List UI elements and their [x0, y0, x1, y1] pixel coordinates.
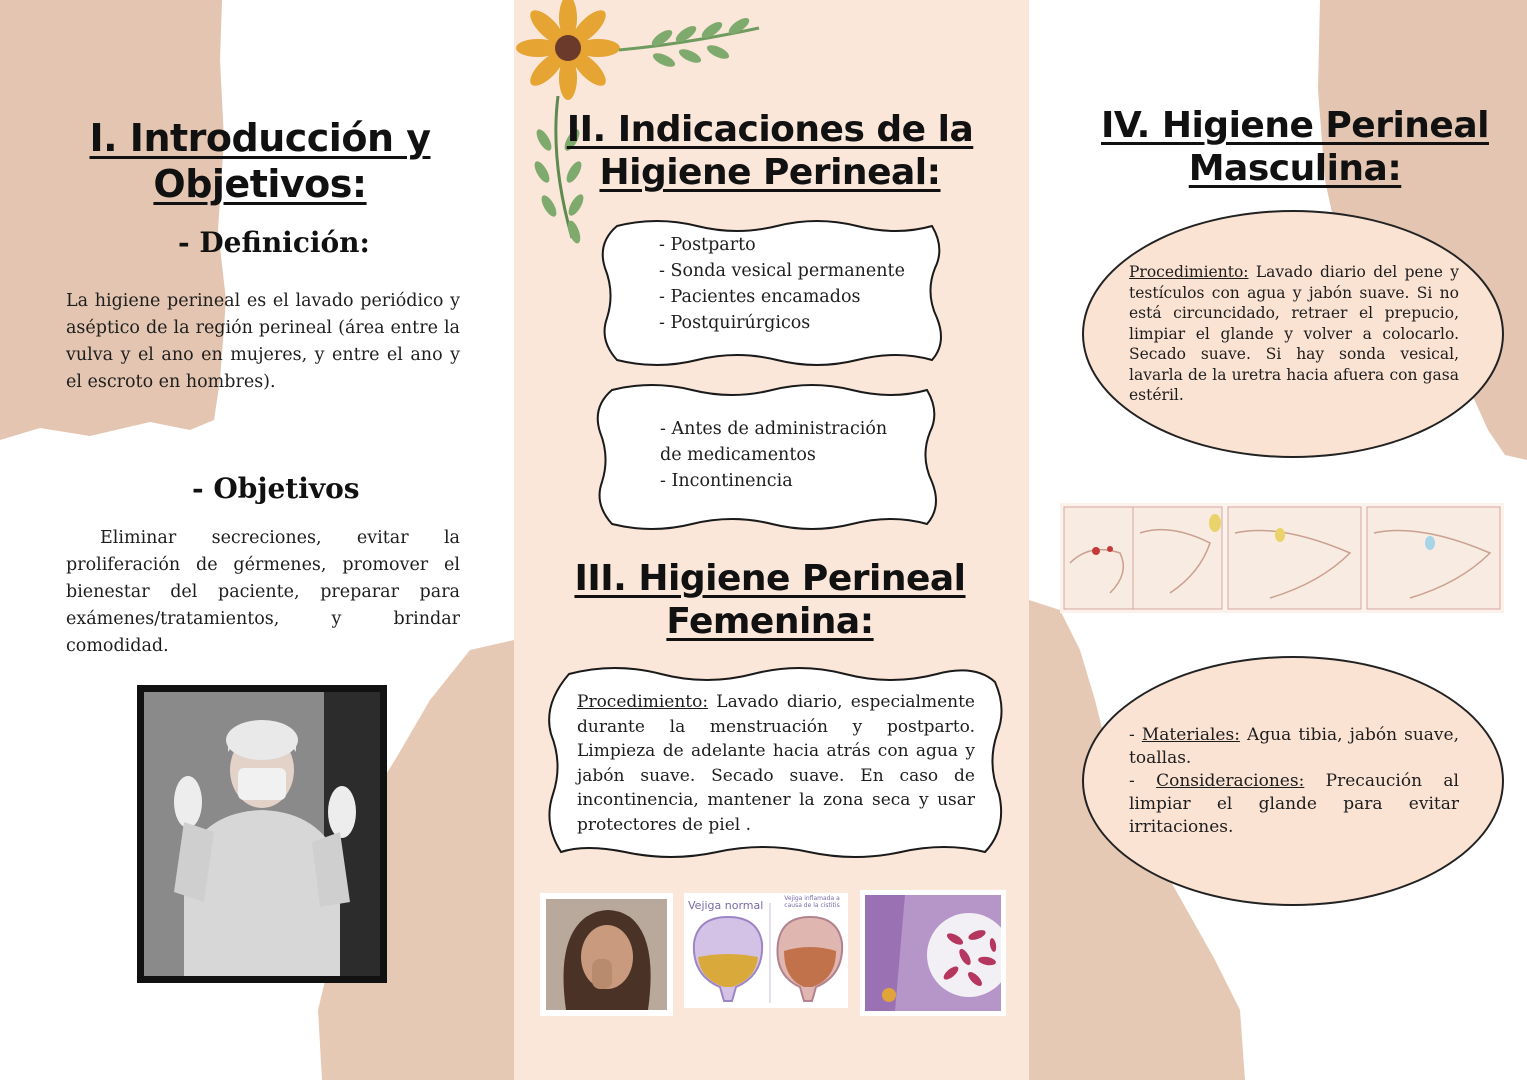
section3-title-line1: III. Higiene Perineal	[574, 558, 966, 599]
indicaciones-box-a	[597, 218, 945, 368]
section3-title	[560, 557, 980, 643]
indicacion-item: - Sonda vesical permanente	[659, 261, 905, 281]
masculina-procedimiento-ellipse	[1082, 210, 1504, 458]
masculina-materiales-text	[1129, 724, 1459, 839]
indicacion-item: - Postquirúrgicos	[659, 313, 811, 333]
materiales-label: Materiales:	[1141, 725, 1240, 745]
section1-title-line2: Objetivos:	[153, 161, 367, 206]
indicaciones-box-b	[592, 382, 940, 532]
hygiene-steps-icon	[1060, 503, 1504, 613]
consideraciones-line: - Consideraciones: Precaución al limpiar el glande para evitar irritaciones.	[1129, 771, 1459, 837]
woman-discomfort-image	[540, 893, 673, 1016]
indicacion-item: - Incontinencia	[660, 471, 793, 491]
consideraciones-label: Consideraciones:	[1156, 771, 1305, 791]
femenina-procedimiento-label: Procedimiento:	[577, 692, 709, 712]
masculina-procedimiento-body: Lavado diario del pene y testículos con agua y jabón suave. Si no está circuncidado, retraer el prepucio, limpiar el glande y volver a colocarlo. Secado suave. Si hay sonda vesical, lavarla de la uretra hacia afuera con gasa estéril.	[1129, 263, 1459, 404]
femenina-procedimiento-box	[545, 664, 1005, 862]
section1-title	[60, 116, 460, 207]
masculina-materiales-ellipse	[1082, 656, 1504, 906]
section2-title-line1: II. Indicaciones de la	[566, 109, 974, 150]
definicion-heading: - Definición:	[178, 226, 370, 259]
indicacion-item: - Pacientes encamados	[659, 287, 861, 307]
masculina-procedimiento-label: Procedimiento:	[1129, 263, 1249, 281]
bladder-label-inflamed: Vejiga inflamada a causa de la cistitis	[784, 895, 840, 909]
section2-title	[560, 108, 980, 194]
masculina-procedimiento-text	[1129, 262, 1459, 406]
bladder-illustration-icon	[684, 893, 848, 1008]
objetivos-text: Eliminar secreciones, evitar la proliferación de gérmenes, promover el bienestar del paciente, preparar para exámenes/tratamientos, y brindar comodidad.	[66, 528, 460, 656]
section1-title-line1: I. Introducción y	[89, 116, 431, 160]
woman-face-icon	[546, 899, 667, 1010]
nurse-photo	[137, 685, 387, 983]
bladder-label-normal: Vejiga normal	[688, 899, 764, 912]
section4-title	[1060, 104, 1527, 190]
femenina-procedimiento-body: Lavado diario, especialmente durante la menstruación y postparto. Limpieza de adelante hacia atrás con agua y jabón suave. Secado suave. En caso de incontinencia, mantener la zona seca y usar protectores de piel .	[577, 692, 975, 835]
nurse-illustration-icon	[144, 692, 380, 976]
bacteria-image	[860, 890, 1006, 1016]
bacteria-illustration-icon	[865, 895, 1001, 1011]
materiales-body: Agua tibia, jabón suave, toallas.	[1129, 725, 1459, 768]
section4-title-line2: Masculina:	[1188, 148, 1402, 190]
section2-title-line2: Higiene Perineal:	[599, 152, 941, 194]
indicacion-item: - Antes de administración	[660, 419, 888, 439]
definicion-text: La higiene perineal es el lavado periódico y aséptico de la región perineal (área entre la vulva y el ano en mujeres, y entre el ano y el escroto en hombres).	[66, 291, 460, 392]
objetivos-heading: - Objetivos	[192, 472, 360, 505]
section3-title-line2: Femenina:	[666, 601, 874, 643]
section4-title-line1: IV. Higiene Perineal	[1101, 105, 1489, 146]
consideraciones-body: Precaución al limpiar el glande para evitar irritaciones.	[1129, 771, 1459, 837]
femenina-procedimiento-text	[577, 690, 975, 837]
indicacion-item: - Postparto	[659, 235, 756, 255]
indicacion-item: de medicamentos	[660, 445, 816, 465]
male-hygiene-illustrations	[1060, 503, 1504, 613]
bladder-comparison-image	[684, 893, 848, 1008]
materiales-line: - Materiales: Agua tibia, jabón suave, toallas.	[1129, 725, 1459, 768]
